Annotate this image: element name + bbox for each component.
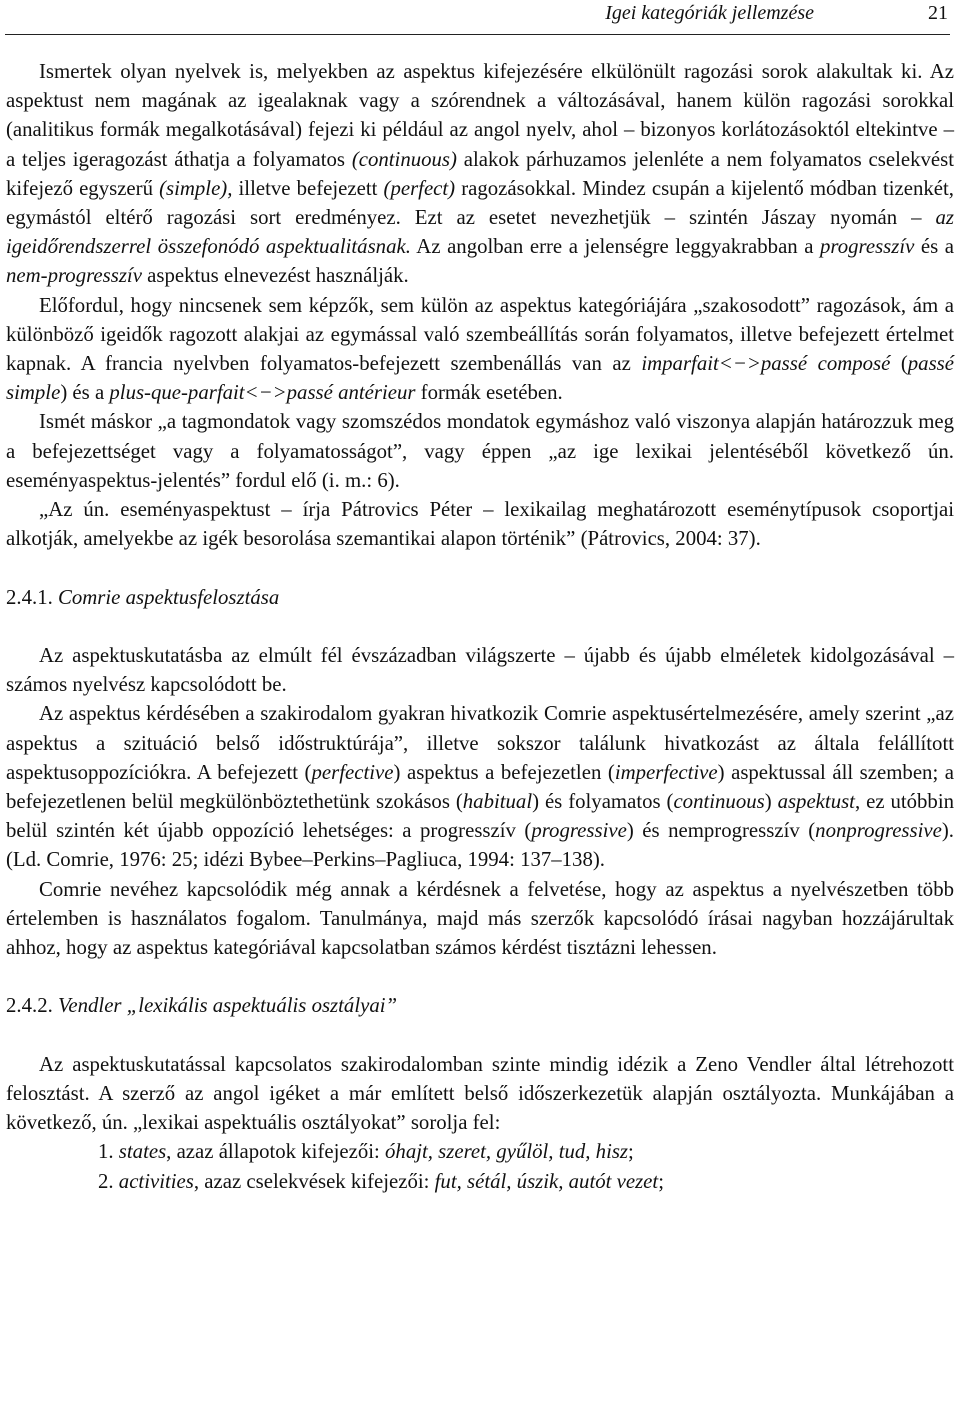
text-run: ragozásokkal. Mindez csupán a kijelentő módban tizenkét, egymástól eltérő ragozási sort eredményez. Ezt az esetet nevezhetjük – szintén Jászay nyomán – [6,176,954,230]
italic-run: continuous [673,790,765,814]
paragraph [6,699,954,874]
text-run: ) és nemprogresszív ( [626,819,816,843]
paragraph [6,495,954,553]
header-title: Igei kategóriák jellemzése [605,2,814,24]
paragraph [6,291,954,408]
text-run: Az aspektuskutatással kapcsolatos szakirodalomban szinte mindig idézik a Zeno Vendler által létrehozott felosztást. A szerző az angol igéket a már említett belső időszerkezetük alapján osztályozta. Munkájában a következő, ún. „lexikai aspektuális osztályokat” sorolja fel: [6,1052,954,1135]
spacer [6,1021,954,1050]
text-run: „Az ún. eseményaspektust – írja Pátrovics Péter – lexikailag meghatározott eseménytípusok csoportjai alkotják, amelyekbe az igék besorolása szemantikai alapon történik” (Pátrovics, 2004: 37). [6,498,954,551]
text-run: ) aspektus a befejezetlen ( [393,760,615,784]
list-item [6,1137,954,1166]
page-number: 21 [928,2,948,24]
text-run: Ismertek olyan nyelvek is, melyekben az aspektus kifejezésére elkülönült ragozási sorok alakultak ki. Az aspektust nem magának az igealaknak vagy a szórendnek a változásával, hanem külön ragozási sorokkal (analitikus formák megalkotásával) fejezi ki például az angol nyelv, ahol – bizonyos korlátozásoktól eltekintve – a teljes igeragozást áthatja a folyamatos [6,60,954,171]
section-number: 2.4.1. [6,585,58,609]
paragraph [6,407,954,495]
paragraph [6,57,954,291]
text-run: ; [628,1140,634,1164]
spacer [6,612,954,641]
body-text [6,57,954,1196]
text-run: ) [764,790,778,814]
section-title: Vendler „lexikális aspektuális osztályai” [58,994,398,1018]
italic-run: perfective [311,760,394,784]
text-run: ) és folyamatos ( [532,790,674,814]
section-number: 2.4.2. [6,994,58,1018]
italic-run: passé simple [6,352,954,405]
italic-run: states [118,1140,167,1164]
section-title: Comrie aspektusfelosztása [58,585,280,609]
text-run: Az aspektus kérdésében a szakirodalom gyakran hivatkozik Comrie aspektusértelmezésére, amely szerint „az aspektus a szituáció belső időstruktúrája”, illetve sokszor találunk hivatkozást az általa felállított aspektusoppozíciókra. A befejezett ( [6,702,954,784]
section-heading [6,583,954,612]
text-run: Az angolban erre a jelenségre leggyakrabban a [410,235,821,259]
text-run: ) és a [60,381,110,405]
italic-run: imperfective [614,760,718,784]
paragraph [6,875,954,963]
paragraph [6,641,954,699]
italic-run: az igeidőrendszerrel összefonódó aspektualitásnak. [6,206,954,259]
italic-run: fut, sétál, úszik, autót vezet [434,1169,659,1193]
text-run: 2. [98,1169,119,1193]
italic-run: aspektust [777,790,855,814]
text-run: formák esetében. [415,381,563,405]
italic-run: plus-que-parfait<−>passé antérieur [109,381,416,405]
text-run: ( [890,352,908,376]
text-run: és a [914,235,954,259]
italic-run: progresszív [820,235,915,259]
italic-run: óhajt, szeret, gyűlöl, tud, hisz [385,1140,629,1164]
text-run: , azaz cselekvések kifejezői: [193,1169,435,1193]
italic-run: habitual [462,790,533,814]
text-run: ; [658,1169,664,1193]
text-run: , azaz állapotok kifejezői: [166,1140,386,1164]
text-run: ) aspektussal áll szemben; a befejezetlenen belül megkülönböztethetünk szokásos ( [6,760,955,814]
italic-run: activities [118,1169,194,1193]
text-run: Az aspektuskutatásba az elmúlt fél évszázadban világszerte – újabb és újabb elméletek kidolgozásával – számos nyelvész kapcsolódott be. [6,644,954,697]
spacer [6,553,954,582]
paragraph [6,1050,954,1138]
italic-run: (simple), [159,176,233,200]
italic-run: (perfect) [383,176,456,200]
text-run: ). (Ld. Comrie, 1976: 25; idézi Bybee–Perkins–Pagliuca, 1994: 137–138). [6,819,954,872]
list-item [6,1167,954,1196]
italic-run: nem-progresszív [6,264,142,288]
italic-run: imparfait<−>passé composé [641,352,891,376]
text-run: Comrie nevéhez kapcsolódik még annak a kérdésnek a felvetése, hogy az aspektus a nyelvészetben több értelemben is használatos fogalom. Tanulmánya, majd más szerzők kapcsolódó írásai nagyban hozzájárultak ahhoz, hogy az aspektus kategóriával kapcsolatban számos kérdést tisztázni lehessen. [6,877,954,960]
spacer [6,962,954,991]
text-run: , ez utóbbin belül szintén két újabb oppozíció lehetséges: a progresszív ( [6,790,955,843]
text-run: illetve befejezett [232,176,384,200]
text-run: aspektus elnevezést használják. [141,264,409,288]
italic-run: progressive [531,819,627,843]
text-run: Előfordul, hogy nincsenek sem képzők, sem külön az aspektus kategóriájára „szakosodott” ragozások, ám a különböző igeidők ragozott alakjai az egymással való szembeállítás során folyamatos, illetve befejezett értelmet kapnak. A francia nyelvben folyamatos-befejezett szembenállás van az [6,293,954,376]
italic-run: (continuous) [351,147,457,171]
text-run: 1. [98,1140,119,1164]
text-run: Ismét máskor „a tagmondatok vagy szomszédos mondatok egymáshoz való viszonya alapján határozzuk meg a befejezettséget vagy a folyamatosságot”, vagy éppen „az ige lexikai jelentéséből következő ún. eseményaspektus-jelentés” fordul elő (i. m.: 6). [6,410,954,492]
italic-run: nonprogressive [815,819,942,843]
aspect-class-list [6,1137,954,1195]
text-run: alakok párhuzamos jelenléte a nem folyamatos cselekvést kifejező egyszerű [6,147,954,200]
section-heading [6,991,954,1020]
running-header [5,0,950,35]
